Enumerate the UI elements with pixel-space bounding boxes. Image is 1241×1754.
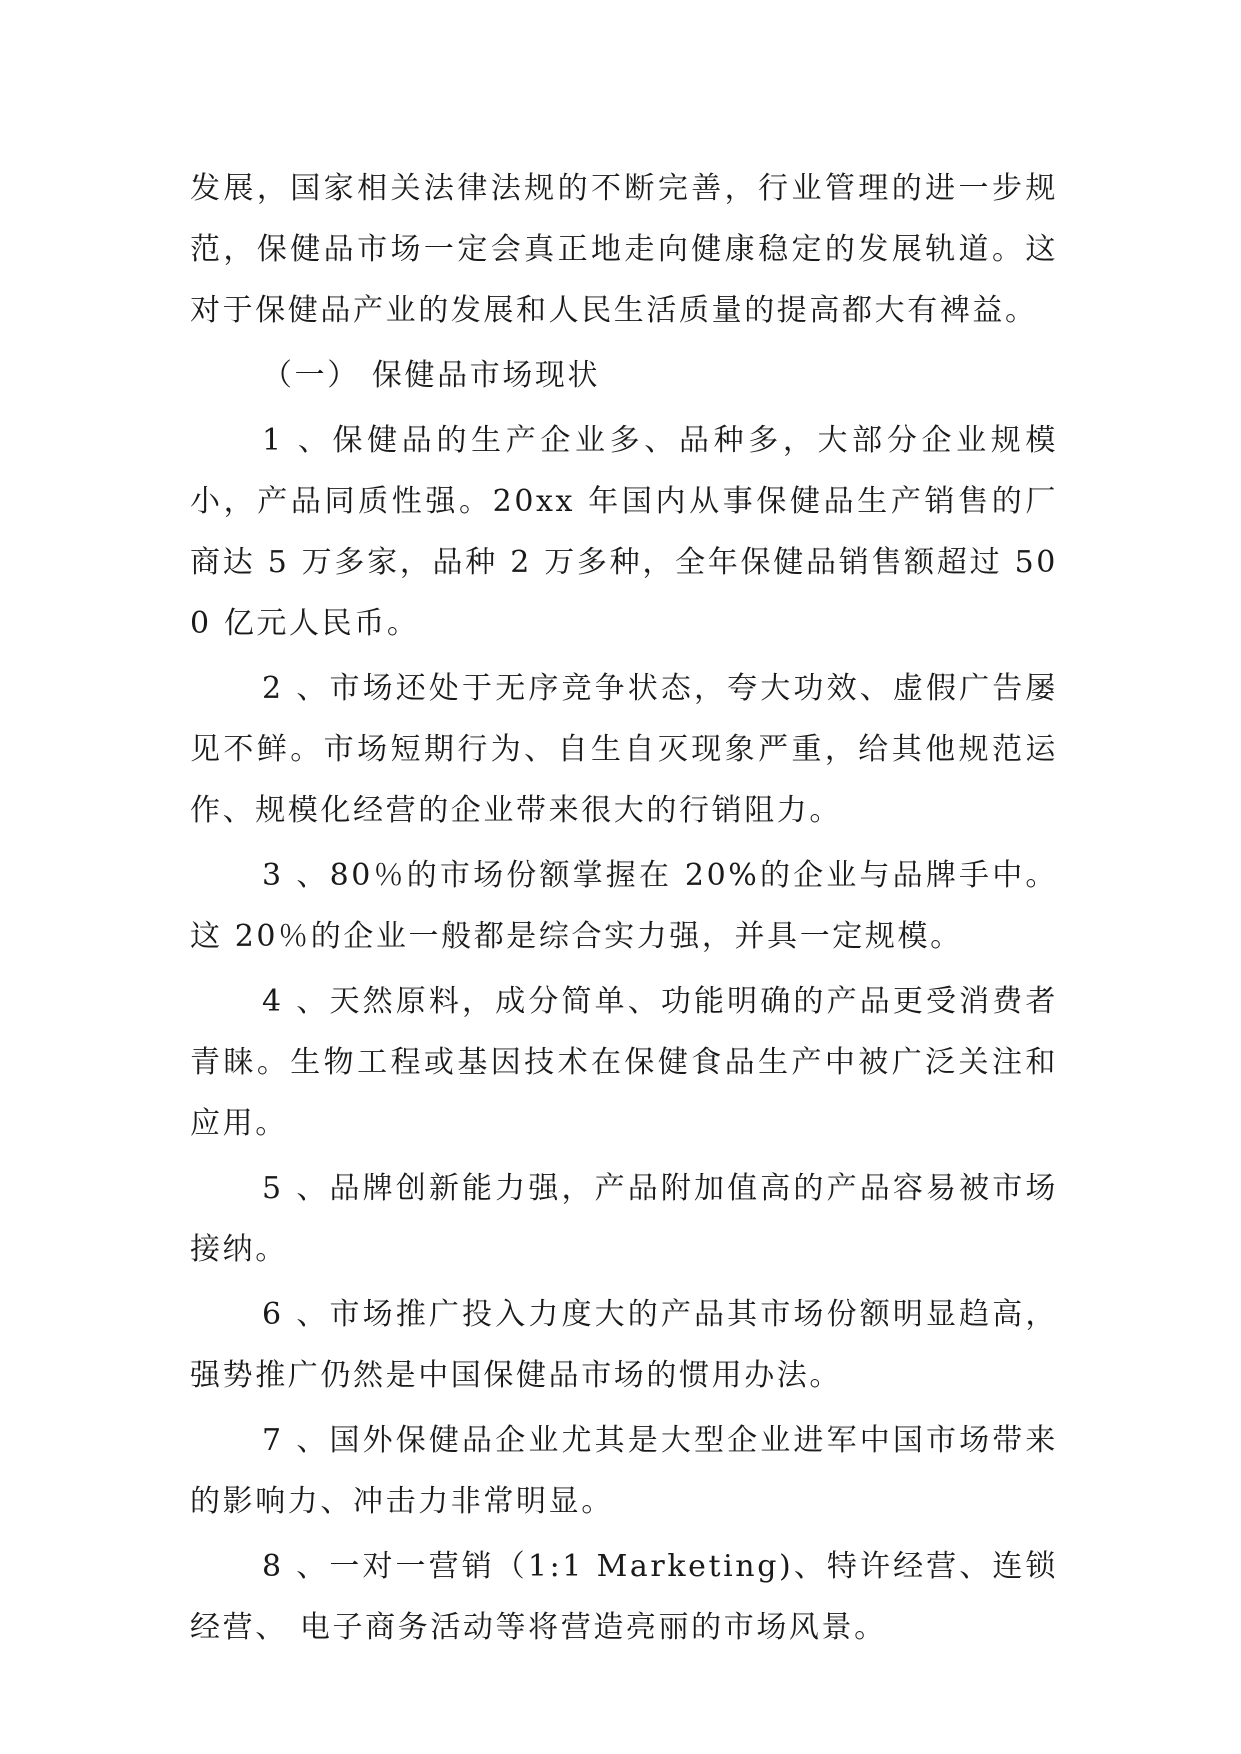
list-item-1: 1 、保健品的生产企业多、品种多，大部分企业规模小，产品同质性强。20xx 年国内从事保健品生产销售的厂商达 5 万多家，品种 2 万多种，全年保健品销售额超过 500 亿元人民币。	[190, 423, 1058, 641]
document-body	[190, 158, 1058, 1662]
list-item-8: 8 、一对一营销（1:1 Marketing)、特许经营、连锁经营、 电子商务活动等将营造亮丽的市场风景。	[190, 1549, 1058, 1645]
list-item-5: 5 、品牌创新能力强，产品附加值高的产品容易被市场接纳。	[190, 1171, 1058, 1267]
list-item-6: 6 、市场推广投入力度大的产品其市场份额明显趋高，强势推广仍然是中国保健品市场的惯用办法。	[190, 1297, 1058, 1393]
intro-paragraph: 发展，国家相关法律法规的不断完善，行业管理的进一步规范，保健品市场一定会真正地走向健康稳定的发展轨道。这对于保健品产业的发展和人民生活质量的提高都大有裨益。	[190, 171, 1058, 328]
list-item-4: 4 、天然原料，成分简单、功能明确的产品更受消费者青睐。生物工程或基因技术在保健食品生产中被广泛关注和应用。	[190, 984, 1058, 1141]
list-item-3: 3 、80％的市场份额掌握在 20%的企业与品牌手中。这 20％的企业一般都是综合实力强，并具一定规模。	[190, 858, 1058, 954]
list-item-7: 7 、国外保健品企业尤其是大型企业进军中国市场带来的影响力、冲击力非常明显。	[190, 1423, 1058, 1519]
list-item-2: 2 、市场还处于无序竞争状态，夸大功效、虚假广告屡见不鲜。市场短期行为、自生自灭现象严重，给其他规范运作、规模化经营的企业带来很大的行销阻力。	[190, 671, 1058, 828]
section-heading: （一） 保健品市场现状	[262, 358, 601, 393]
